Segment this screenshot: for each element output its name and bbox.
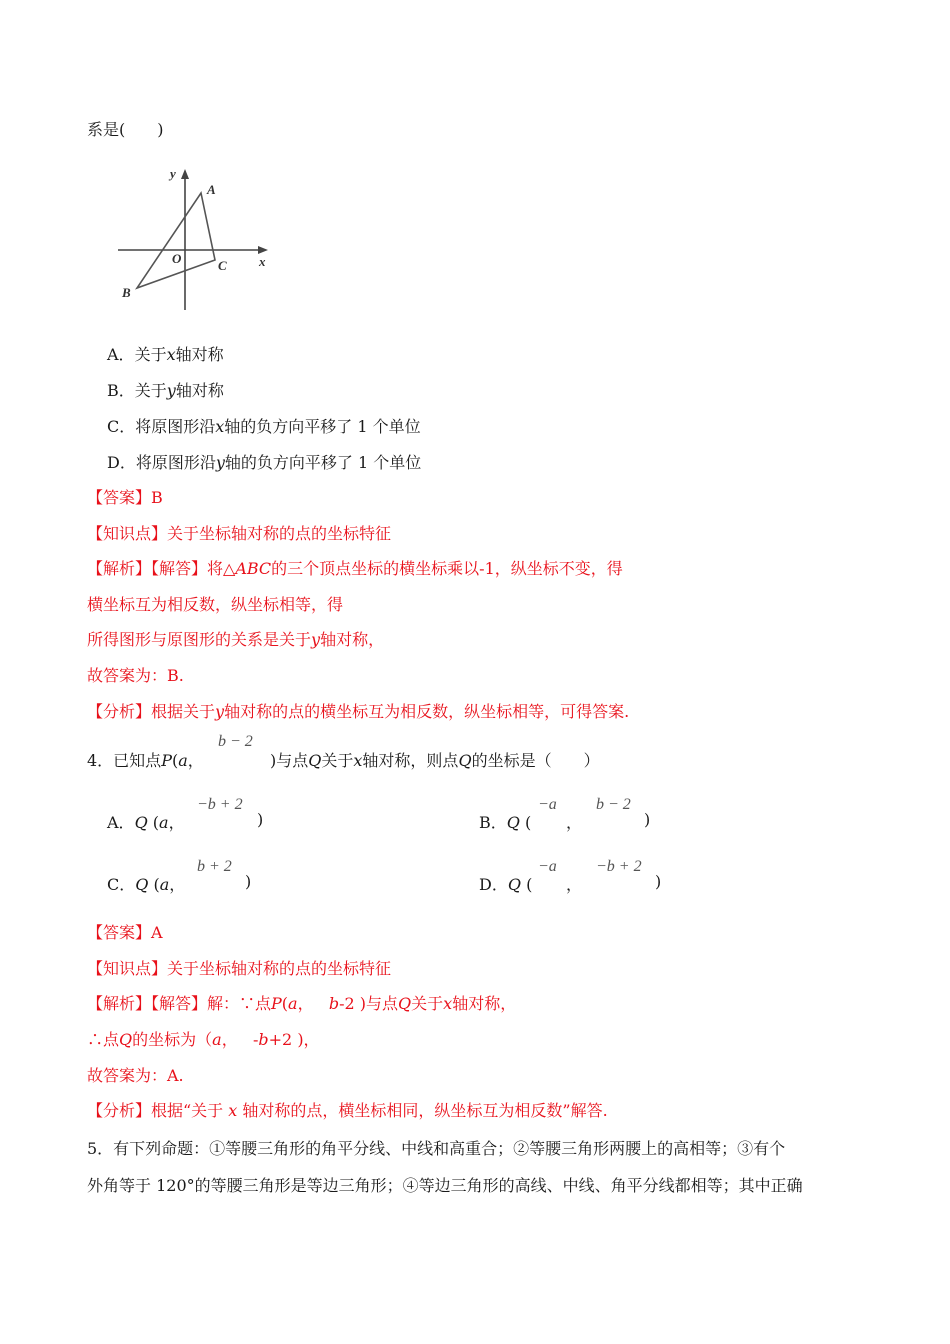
point-a-label: A: [207, 182, 216, 197]
q4-analysis-line2: ∴点Q的坐标为（a， -b+2 )，: [87, 1030, 320, 1049]
q3-conclusion: 故答案为：B.: [87, 666, 184, 685]
q3-analysis-line2: 横坐标互为相反数，纵坐标相等，得: [87, 595, 344, 614]
x-axis-label: x: [259, 254, 266, 269]
q4-answer: 【答案】A: [87, 923, 163, 942]
triangle-abc: [137, 193, 215, 288]
q5-line1: 5．有下列命题：①等腰三角形的角平分线、中线和高重合；②等腰三角形两腰上的高相等；③有个: [87, 1139, 786, 1158]
q3-option-a: A．关于x轴对称: [107, 345, 224, 364]
q4-option-d-comma: ，: [566, 875, 583, 894]
point-b-label: B: [122, 285, 131, 300]
q4-option-c-close: ): [245, 872, 252, 891]
q4-option-b-expr2: b − 2: [596, 796, 631, 813]
q3-analysis-line3: 所得图形与原图形的关系是关于y轴对称，: [87, 630, 385, 649]
q4-stem-start: 4．已知点P(a，: [87, 751, 204, 770]
q4-option-b-expr1: −a: [538, 796, 557, 813]
q3-knowledge: 【知识点】关于坐标轴对称的点的坐标特征: [87, 524, 392, 543]
q3-fenxi: 【分析】根据关于y轴对称的点的横坐标互为相反数，纵坐标相等，可得答案.: [87, 702, 630, 721]
q4-option-c-start: C．Q (a，: [107, 875, 186, 894]
y-axis-label: y: [170, 166, 176, 181]
q4-fenxi: 【分析】根据“关于 x 轴对称的点，横坐标相同，纵坐标互为相反数”解答.: [87, 1101, 608, 1120]
q4-stem-end: )与点Q关于x轴对称，则点Q的坐标是（ ）: [270, 751, 600, 770]
q3-coordinate-figure: [112, 160, 277, 310]
q3-stem-tail: 系是( ): [87, 120, 164, 139]
q4-conclusion: 故答案为：A.: [87, 1066, 184, 1085]
q4-option-d-expr1: −a: [538, 858, 557, 875]
q4-option-c-expr: b + 2: [197, 858, 232, 875]
q4-option-b-comma: ，: [566, 813, 583, 832]
q4-option-a-start: A．Q (a，: [107, 813, 185, 832]
q3-analysis-line1: 【解析】【解答】将△ABC的三个顶点坐标的横坐标乘以-1，纵坐标不变，得: [87, 559, 623, 578]
y-axis-arrow-icon: [181, 169, 189, 179]
q4-option-d-expr2: −b + 2: [596, 858, 642, 875]
q4-option-d-close: ): [655, 872, 662, 891]
q4-analysis-line1: 【解析】【解答】解：∵点P(a， b-2 )与点Q关于x轴对称，: [87, 994, 517, 1013]
origin-label: O: [172, 251, 182, 266]
point-c-label: C: [218, 258, 227, 273]
q3-option-d: D．将原图形沿y轴的负方向平移了 1 个单位: [107, 453, 422, 472]
q3-option-c: C．将原图形沿x轴的负方向平移了 1 个单位: [107, 417, 421, 436]
q3-answer: 【答案】B: [87, 488, 163, 507]
q3-option-b: B．关于y轴对称: [107, 381, 224, 400]
q4-option-b-close: ): [644, 810, 651, 829]
q4-option-b-start: B．Q (: [479, 813, 532, 832]
q4-option-d-start: D．Q (: [479, 875, 533, 894]
x-axis-arrow-icon: [258, 246, 268, 254]
q5-line2: 外角等于 120°的等腰三角形是等边三角形；④等边三角形的高线、中线、角平分线都相等；其中正确: [87, 1176, 803, 1195]
q4-option-a-close: ): [257, 810, 264, 829]
q4-knowledge: 【知识点】关于坐标轴对称的点的坐标特征: [87, 959, 392, 978]
q4-option-a-expr: −b + 2: [197, 796, 243, 813]
q4-stem-expr: b − 2: [218, 733, 253, 750]
